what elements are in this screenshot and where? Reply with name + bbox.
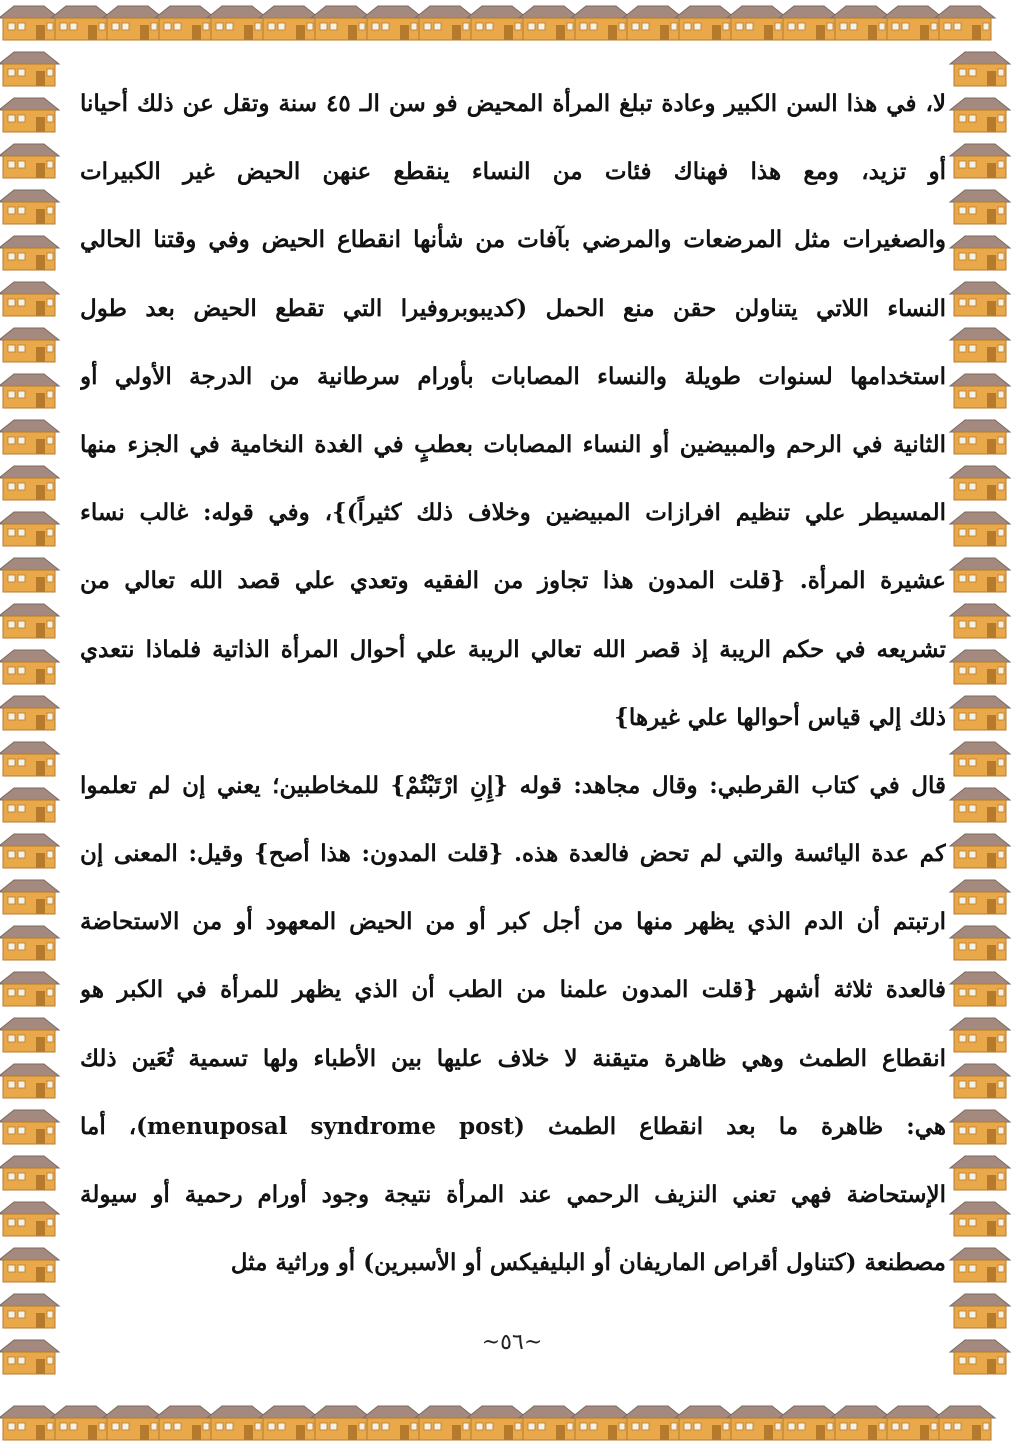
text-line: النساء اللاتي يتناولن حقن منع الحمل (كديبوبروفيرا التي تقطع الحيض بعد طول [80, 294, 946, 322]
text-line: كم عدة اليائسة والتي لم تحض فالعدة هذه. {قلت المدون: هذا أصح} وقيل: المعنى إن [80, 840, 946, 868]
text-line: قال في كتاب القرطبي: وقال مجاهد: قوله {إِنِ ارْتَبْتُمْ} للمخاطبين؛ يعني إن لم تعلموا [80, 771, 946, 799]
text-line: ارتبتم أن الدم الذي يظهر منها من أجل كبر أو من الحيض المعهود أو من الاستحاضة [80, 908, 946, 936]
text-line: فالعدة ثلاثة أشهر {قلت المدون علمنا من الطب أن الذي يظهر للمرأة في الكبر هو [80, 976, 946, 1004]
text-line: ذلك إلي قياس أحوالها علي غيرها} [614, 703, 946, 731]
text-line: استخدامها لسنوات طويلة والنساء المصابات بأورام سرطانية من الدرجة الأولي أو [80, 362, 946, 390]
text-line: مصطنعة (كتناول أقراص الماريفان أو البليفيكس أو الأسبرين) أو وراثية مثل [230, 1249, 946, 1277]
text-line: المسيطر علي تنظيم افرازات المبيضين وخلاف ذلك كثيراً)}، وفي قوله: غالب نساء [80, 499, 946, 527]
page-number: ~٥٦~ [481, 1330, 543, 1355]
text-line: الثانية في الرحم والمبيضين أو النساء المصابات بعطبٍ في الغدة النخامية في الجزء منها [80, 430, 946, 458]
text-line: الإستحاضة فهي تعني النزيف الرحمي عند المرأة نتيجة وجود أورام رحمية أو سيولة [80, 1181, 946, 1208]
text-line: عشيرة المرأة. {قلت المدون هذا تجاوز من الفقيه وتعدي علي قصد الله تعالي من [80, 567, 946, 595]
page-body-text [80, 70, 946, 1297]
text-line: والصغيرات مثل المرضعات والمرضي بآفات من شأنها انقطاع الحيض وفي وقتنا الحالي [80, 226, 946, 254]
text-line: انقطاع الطمث وهي ظاهرة متيقنة لا خلاف عليها بين الأطباء ولها تسمية تُعَين ذلك [80, 1044, 946, 1072]
text-line: تشريعه في حكم الريبة إذ قصر الله تعالي الريبة علي أحوال المرأة الذاتية فلماذا نتعدي [80, 635, 946, 663]
text-line: لا، في هذا السن الكبير وعادة تبلغ المرأة المحيض فو سن الـ ٤٥ سنة وتقل عن ذلك أحيانا [80, 90, 946, 117]
text-line: هي: ظاهرة ما بعد انقطاع الطمث (menuposal syndrome post)، أما [80, 1112, 946, 1140]
text-line: أو تزيد، ومع هذا فهناك فئات من النساء ينقطع عنهن الحيض غير الكبيرات [80, 158, 946, 186]
